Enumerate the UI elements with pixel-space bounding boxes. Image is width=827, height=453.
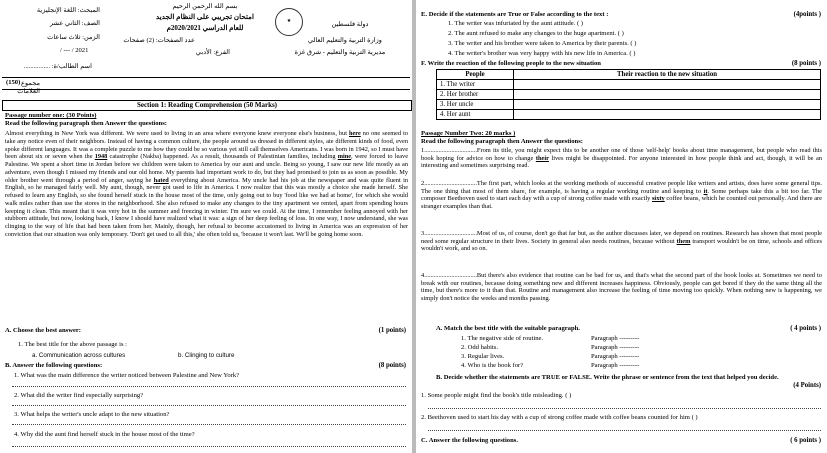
option-a[interactable]: a. Communication across cultures (32, 352, 126, 359)
exam-time: الزمن: ثلاث ساعات (47, 34, 100, 41)
question-a-label: A. Choose the best answer: (5, 327, 82, 334)
paragraph-blank[interactable]: Paragraph --------- (591, 353, 640, 360)
paragraph-blank[interactable]: Paragraph --------- (591, 362, 640, 369)
reaction-cell[interactable] (514, 80, 821, 90)
p2-question-b-label: B. Decide whether the statements are TRUE or FALSE. Write the phrase or sentence from the text that helped you decide. (436, 374, 779, 381)
subject: المبحث: اللغة الإنجليزية (36, 7, 100, 14)
reaction-cell[interactable] (514, 90, 821, 100)
match-item-1: 1. The negative side of routine. (461, 335, 544, 342)
ministry-name: وزارة التربية والتعليم العالي (308, 37, 382, 44)
passage2-label: Passage Number Two: 20 marks ) (421, 130, 516, 137)
grade: الصف: الثاني عشر (49, 20, 100, 27)
p2-question-b2: 2. Beethoven used to start his day with a cup of strong coffee made with coffee beans counted for him ( ) (421, 414, 698, 421)
option-b[interactable]: b. Clinging to culture (178, 352, 235, 359)
question-b1: 1. What was the main difference the writer noticed between Palestine and New York? (14, 372, 240, 379)
p2-question-a-label: A. Match the best title with the suitable paragraph. (436, 325, 580, 332)
table-cell-person: 3. Her uncle (437, 100, 514, 110)
question-b-label: B. Answer the following questions: (5, 362, 103, 369)
passage2-paragraph-4: 4.................................But there's also evidence that routine can be bad for us, and that's what the second part of the book looks at. Sometimes we need to break with our routines, because doing something new and different increases happiness. Obviously, people can get bored if they do the same thing all the time, but there's more to it than that. Routine and management also increase the feeling of time moving too quickly. When nothing new is happening, we simply don't notice the weeks and months passing. (421, 272, 822, 303)
left-page (0, 0, 412, 453)
exam-title: امتحان تجريبي على النظام الجديد (156, 13, 254, 21)
section1-title: Section 1: Reading Comprehension (50 Marks) (2, 100, 412, 111)
question-a1: 1. The best title for the above passage is : (18, 341, 128, 348)
p2-question-a-points: ( 4 points ) (790, 325, 821, 332)
palestine-emblem-icon: ★ (275, 8, 303, 36)
question-b2: 2. What did the writer find especially surprising? (14, 392, 144, 399)
score-label: مجموع العلامات (17, 80, 40, 95)
table-row (437, 80, 821, 90)
student-name-field[interactable]: اسم الطالب/ة: ................ (23, 63, 92, 70)
p2-question-b-points: (4 Points) (793, 382, 821, 389)
reaction-table (436, 69, 821, 120)
table-header-people: People (437, 70, 514, 80)
reaction-cell[interactable] (514, 100, 821, 110)
page-count: عدد الصفحات: (2) صفحات (123, 37, 195, 44)
answer-line[interactable] (428, 430, 821, 431)
score-total-box (2, 77, 410, 95)
basmala: بسم الله الرحمن الرحيم (172, 3, 238, 10)
question-b4: 4. Why did the aunt find herself stuck in the house most of the time? (14, 431, 195, 438)
table-row (437, 100, 821, 110)
passage2-paragraph-2: 2.................................The first part, which looks at the working methods of successful creative people like writers and artists, does have some general tips. The one thing that most of them share, for example, is having a regular working routine and keeping to it. Some perhaps take this a bit too far. The composer Beethoven used to start each day with a cup of strong coffee made with exactly sixty coffee beans, which he counted out personally. And there are stranger examples than that. (421, 180, 823, 211)
paragraph-blank[interactable]: Paragraph --------- (591, 344, 640, 351)
question-b-points: (8 points) (378, 362, 406, 369)
answer-line[interactable] (12, 424, 406, 425)
p2-question-b1: 1. Some people might find the book's title misleading. ( ) (421, 392, 572, 399)
reaction-cell[interactable] (514, 110, 821, 120)
answer-line[interactable] (12, 386, 406, 387)
table-header-row (437, 70, 821, 80)
question-b3: 3. What helps the writer's uncle adapt to the new situation? (14, 411, 170, 418)
question-e-label: E. Decide if the statements are True or False according to the text : (421, 11, 609, 18)
passage1-instruction: Read the following paragraph then Answer the questions: (5, 120, 167, 127)
question-f-points: (8 points ) (791, 60, 821, 67)
question-e4: 4. The writer's brother was very happy with his new life in America. ( ) (448, 50, 636, 57)
table-row (437, 110, 821, 120)
answer-line[interactable] (12, 446, 406, 447)
passage1-text: Almost everything in New York was different. We were used to living in an area where everyone knew everyone else's business, but here no one seemed to take any notice even of their neighbors. Instead of having a common culture, the people around us dressed in different styles, ate different kinds of food, even spoke different languages. It was a complete puzzle to me how they could be so various yet still call themselves Americans. I was born in 1942, so I must have been about six or seven when the 1948 catastrophe (Nakba) happened. As a result, thousands of Palestinian families, including mine, were forced to leave Palestine. We spent a short time in Jordan before we children were taken to America by our aunt and uncle. Being so young, I saw our new life mostly as an adventure, even though I missed my friends and our old home. My parents had important work to do, but they had promised to join us as soon as possible. My older brother went through a period of anger, saying he hated everything about America. My uncle had his job at the newspaper and was quite fluent in English, so he managed fairly well. My aunt, though, never got used to life in America. I now realize that this was mostly a choice she made herself. She refused to learn any English, so she found herself stuck in the house most of the time, only going out to buy 'food like we had at home', for which she would walk miles rather than use the stores in the neighborhood. She also refused to make any changes to the tiny apartment we rented, apart from spending hours keeping it clean. This meant that it was very hot in the summer and freezing in winter. I'm sure we could. At the time, I remember feeling annoyed with her stubborn attitude, but now, looking back, I know I should have realized what it was: a sign of her deep feeling of loss. In one way, I now understand, she was clinging to the way of life that had been taken from her. Mainly, though, her refusal to become accustomed to living in America was an expression of her conviction that our situation was only temporary. 'Don't get used to all this,' she often told us, 'because it won't last. We'll be going home soon. (5, 130, 409, 238)
question-a-points: (1 points) (378, 327, 406, 334)
question-e2: 2. The aunt refused to make any changes to the huge apartment. ( ) (448, 30, 624, 37)
passage2-paragraph-3: 3.................................Most of us, of course, don't go that far but, as the author discusses later, we depend on routines. Research has shown that most people need some regular structure in their lives. Society in general also needs routines, because without them transport wouldn't be on time, schools and offices wouldn't work, and so on. (421, 230, 822, 253)
state-name: دولة فلسطين (331, 21, 369, 28)
match-item-2: 2. Odd habits. (461, 344, 498, 351)
match-item-3: 3. Regular lives. (461, 353, 505, 360)
answer-line[interactable] (428, 408, 821, 409)
answer-line[interactable] (12, 405, 406, 406)
p2-question-c-label: C. Answer the following questions. (421, 437, 518, 444)
passage2-paragraph-1: 1.................................From its title, you might expect this to be another one of those 'self-help' books about time management, but people who read this book hoping for advice on how to change their lives might be disappointed. For anyone interested in how people think and act, though, it will be an interesting and sometimes surprising read. (421, 147, 823, 170)
table-cell-person: 1. The writer (437, 80, 514, 90)
branch: الفرع: الأدبي (195, 49, 230, 56)
table-header-reaction: Their reaction to the new situation (514, 70, 821, 80)
paragraph-blank[interactable]: Paragraph --------- (591, 335, 640, 342)
question-e3: 3. The writer and his brother were taken to America by their parents. ( ) (448, 40, 637, 47)
table-row (437, 90, 821, 100)
right-page (416, 0, 827, 453)
directorate-name: مديرية التربية والتعليم - شرق غزة (294, 49, 386, 56)
match-item-4: 4. Who is the book for? (461, 362, 524, 369)
question-e1: 1. The writer was infuriated by the aunt attitude. ( ) (448, 20, 584, 27)
p2-question-c-points: ( 6 points ) (790, 437, 821, 444)
passage2-instruction: Read the following paragraph then Answer the questions: (421, 138, 583, 145)
question-e-points: (4points ) (793, 11, 821, 18)
question-f-label: F. Write the reaction of the following people to the new situation (421, 60, 601, 67)
exam-date: / --- / 2021 (60, 47, 89, 54)
table-cell-person: 2. Her brother (437, 90, 514, 100)
exam-year: للعام الدراسي 2020/2021م (166, 24, 244, 32)
table-cell-person: 4. Her aunt (437, 110, 514, 120)
score-value: (150) (6, 79, 21, 86)
passage1-label: Passage number one: (30 Points) (5, 112, 97, 119)
